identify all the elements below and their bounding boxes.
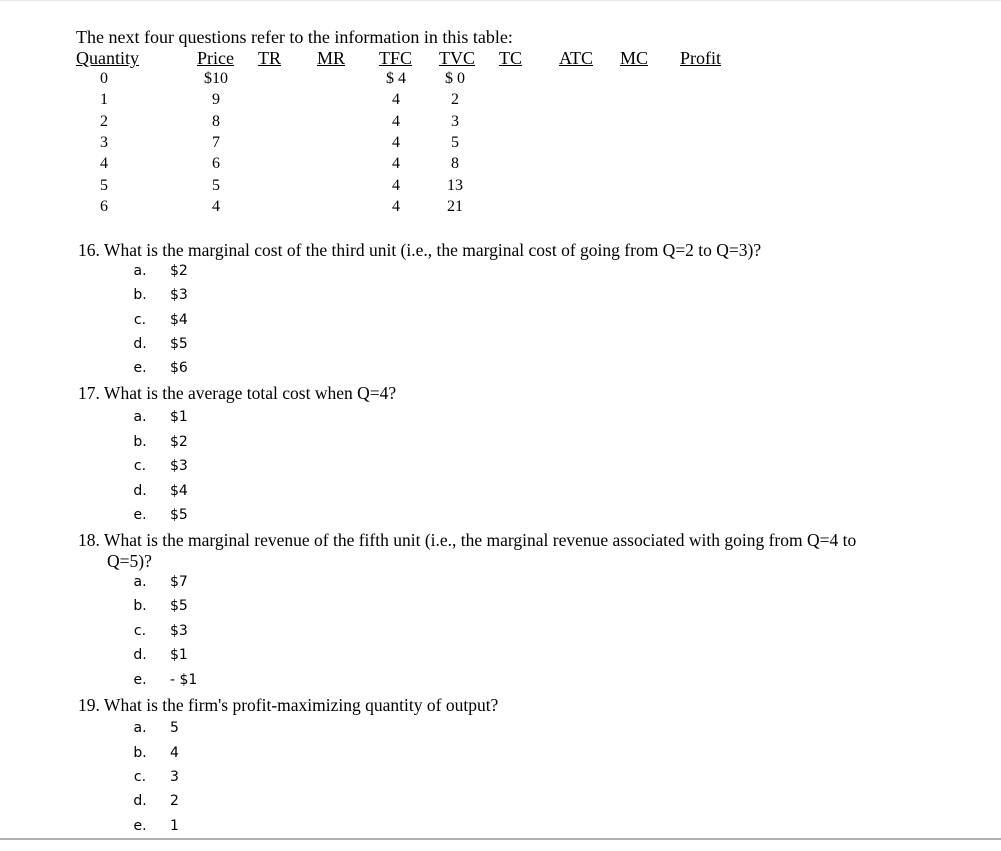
header-mr: MR: [317, 48, 346, 68]
option-text: $4: [170, 483, 188, 499]
option-letter: d.: [133, 647, 147, 663]
option-text: $1: [170, 647, 188, 663]
cell-tfc: 4: [392, 155, 400, 172]
cell-tvc: 3: [451, 113, 459, 130]
question-text: 18. What is the marginal revenue of the fifth unit (i.e., the marginal revenue associated with going from Q=4 to: [78, 530, 857, 550]
header-quantity: Quantity: [76, 48, 139, 68]
question-text-continued: Q=5)?: [107, 551, 152, 571]
question-text: 17. What is the average total cost when Q=4?: [78, 383, 397, 403]
option-text: $5: [170, 598, 188, 614]
header-tc: TC: [499, 48, 523, 68]
cell-quantity: 3: [100, 134, 108, 151]
option-text: $3: [170, 458, 188, 474]
cell-quantity: 5: [100, 177, 108, 194]
option-text: $3: [170, 287, 188, 303]
header-profit: Profit: [680, 48, 722, 68]
cell-tvc: 2: [451, 91, 459, 108]
option-letter: a.: [133, 720, 147, 736]
option-letter: d.: [133, 793, 147, 809]
option-letter: e.: [133, 672, 147, 688]
option-letter: b.: [133, 287, 147, 303]
option-text: 1: [170, 818, 179, 834]
cell-price: 8: [212, 113, 220, 130]
cell-price: 6: [212, 155, 220, 172]
cell-tvc: 8: [451, 155, 459, 172]
option-text: $5: [170, 336, 188, 352]
option-text: 4: [170, 745, 179, 761]
cell-quantity: 0: [100, 70, 108, 87]
question-text: 16. What is the marginal cost of the third unit (i.e., the marginal cost of going from Q=2 to Q=3)?: [78, 240, 762, 260]
option-letter: d.: [133, 336, 147, 352]
option-letter: e.: [133, 360, 147, 376]
cell-tvc: 5: [451, 134, 459, 151]
cell-quantity: 6: [100, 198, 108, 215]
option-letter: a.: [133, 263, 147, 279]
cell-tfc: $ 4: [386, 70, 406, 87]
option-letter: b.: [133, 598, 147, 614]
cell-quantity: 1: [100, 91, 108, 108]
option-text: 3: [170, 769, 179, 785]
cell-tvc: 13: [447, 177, 463, 194]
intro-text: The next four questions refer to the information in this table:: [76, 27, 513, 47]
cell-price: 9: [212, 91, 220, 108]
header-tr: TR: [258, 48, 282, 68]
option-letter: c.: [133, 623, 147, 639]
cell-quantity: 2: [100, 113, 108, 130]
header-price: Price: [197, 48, 234, 68]
cell-price: $10: [204, 70, 228, 87]
cell-tfc: 4: [392, 198, 400, 215]
option-text: $2: [170, 263, 188, 279]
option-letter: a.: [133, 409, 147, 425]
header-atc: ATC: [559, 48, 594, 68]
header-mc: MC: [620, 48, 649, 68]
option-text: - $1: [170, 672, 198, 688]
option-letter: c.: [133, 312, 147, 328]
cell-tfc: 4: [392, 91, 400, 108]
option-letter: e.: [133, 818, 147, 834]
option-text: 2: [170, 793, 179, 809]
option-text: $1: [170, 409, 188, 425]
option-letter: d.: [133, 483, 147, 499]
top-border: [0, 0, 1001, 1]
header-tvc: TVC: [439, 48, 475, 68]
cell-price: 4: [212, 198, 220, 215]
header-tfc: TFC: [379, 48, 413, 68]
cell-price: 5: [212, 177, 220, 194]
cell-price: 7: [212, 134, 220, 151]
option-letter: b.: [133, 434, 147, 450]
option-letter: c.: [133, 769, 147, 785]
option-letter: b.: [133, 745, 147, 761]
question-text: 19. What is the firm's profit-maximizing quantity of output?: [78, 695, 499, 715]
cell-tfc: 4: [392, 113, 400, 130]
option-text: 5: [170, 720, 179, 736]
cell-tvc: 21: [447, 198, 463, 215]
option-text: $3: [170, 623, 188, 639]
option-text: $6: [170, 360, 188, 376]
option-text: $4: [170, 312, 188, 328]
cell-tvc: $ 0: [445, 70, 465, 87]
option-text: $2: [170, 434, 188, 450]
option-letter: a.: [133, 574, 147, 590]
option-letter: e.: [133, 507, 147, 523]
option-text: $7: [170, 574, 188, 590]
cell-quantity: 4: [100, 155, 108, 172]
option-letter: c.: [133, 458, 147, 474]
bottom-border: [0, 838, 1001, 840]
cell-tfc: 4: [392, 134, 400, 151]
cell-tfc: 4: [392, 177, 400, 194]
option-text: $5: [170, 507, 188, 523]
